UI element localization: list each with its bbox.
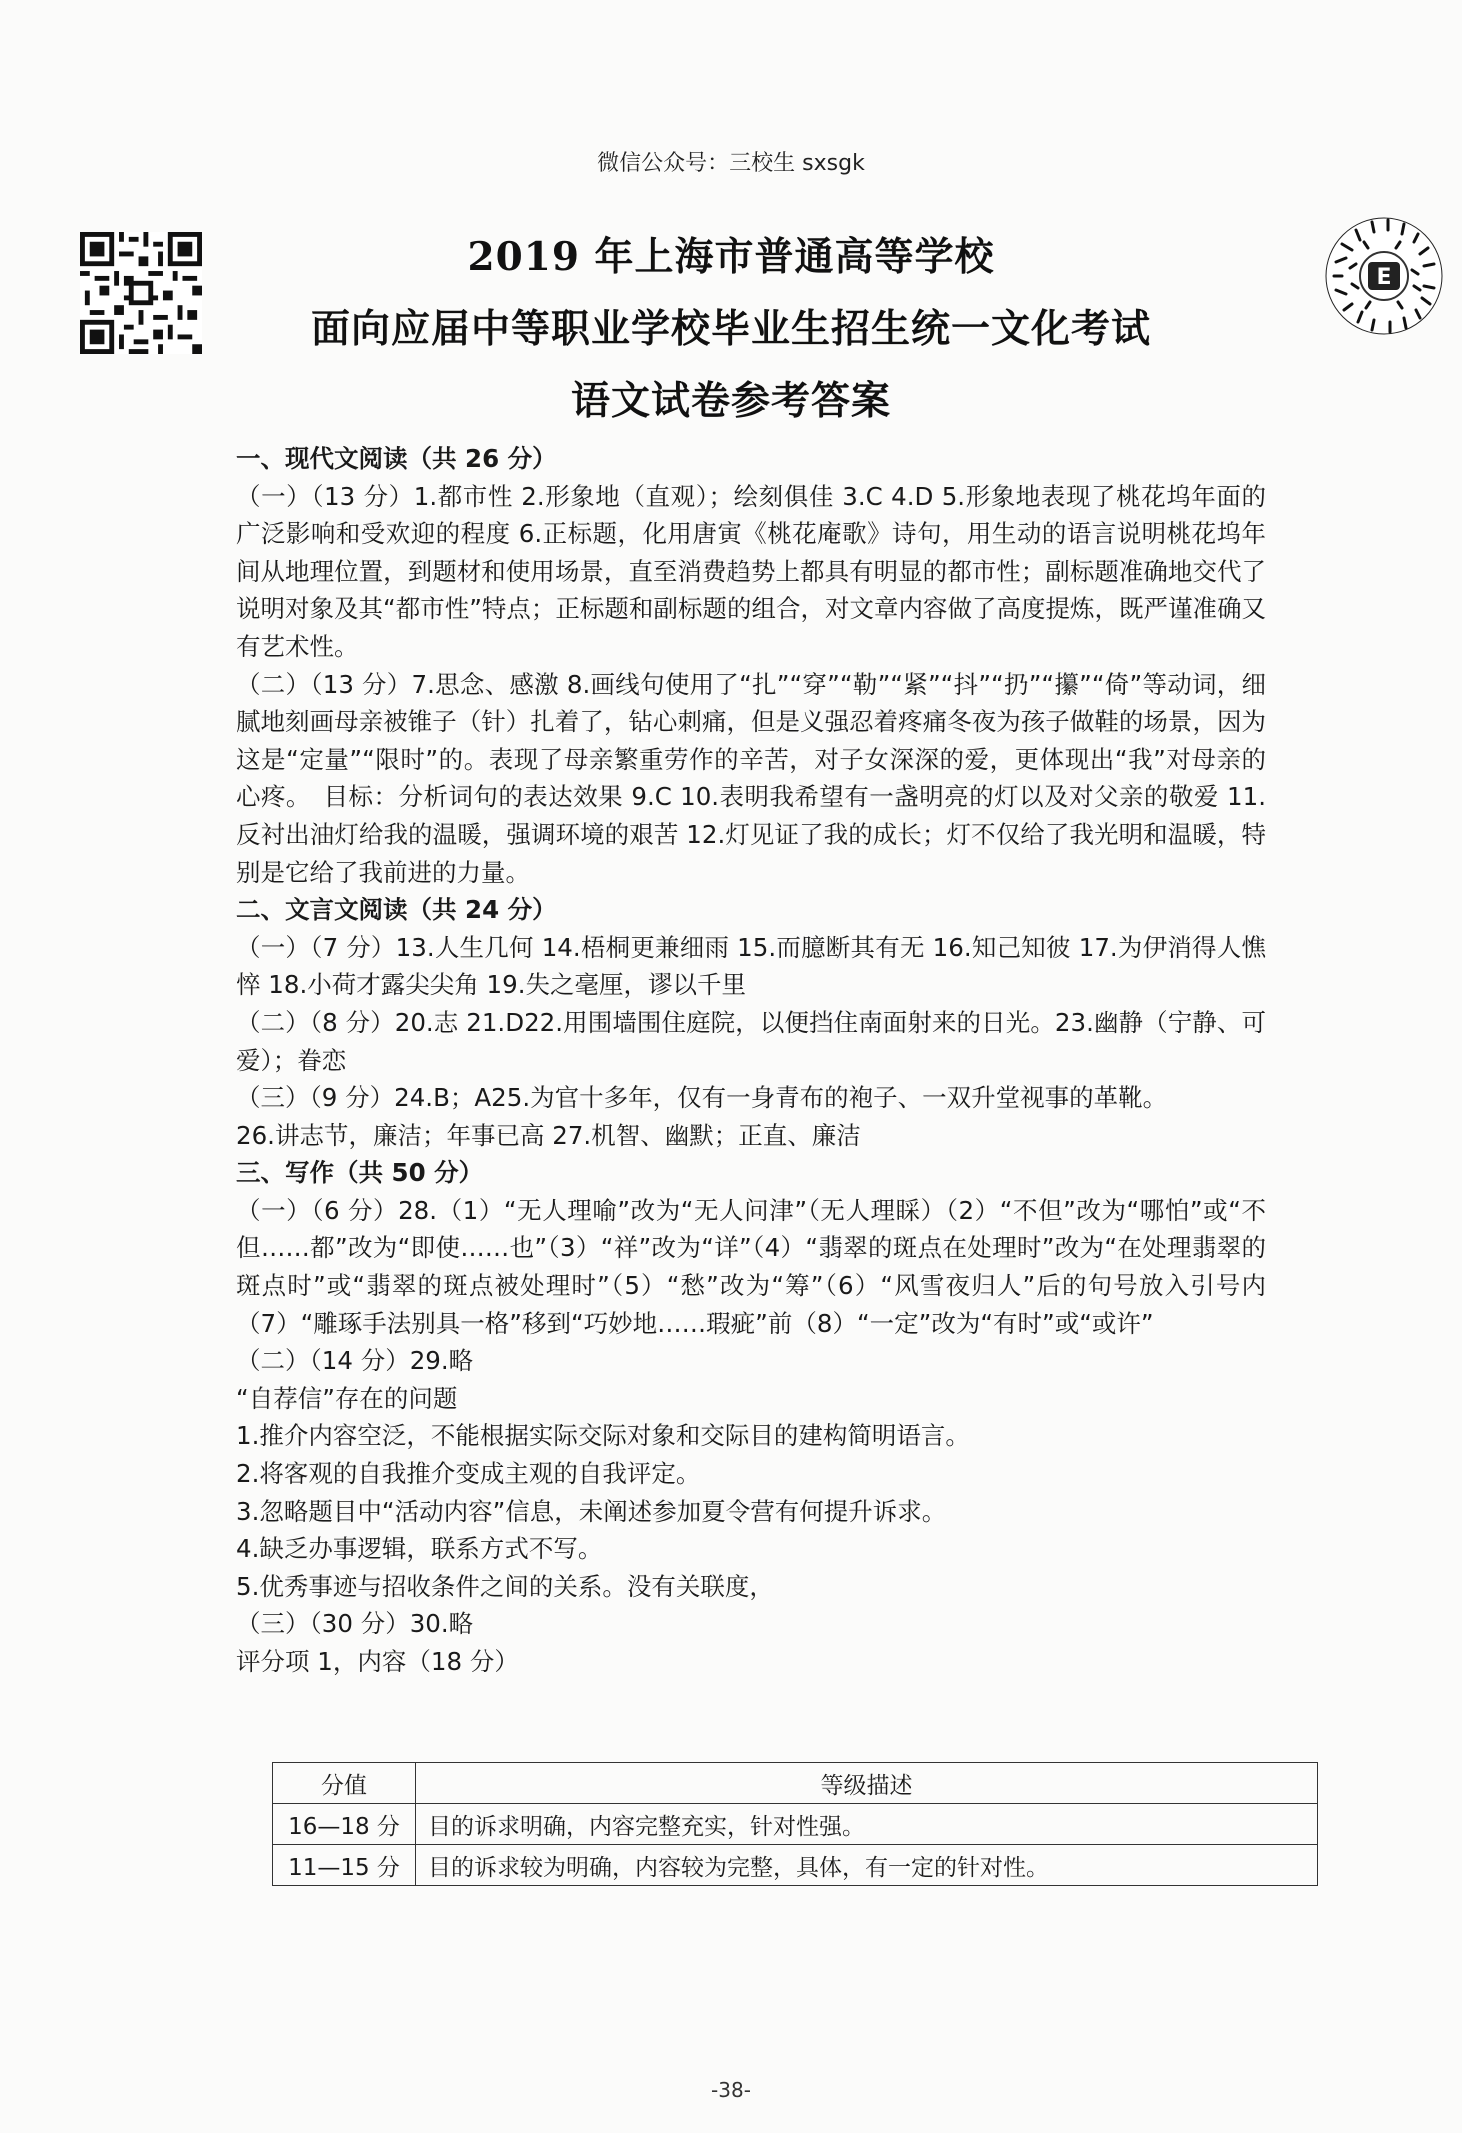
section-heading: 三、写作（共 50 分） xyxy=(236,1158,484,1188)
answer-paragraph: （三）（9 分）24.B；A25.为官十多年，仅有一身青布的袍子、一双升堂视事的革靴。 xyxy=(236,1083,1168,1113)
answer-paragraph: “自荐信”存在的问题 xyxy=(236,1383,458,1413)
list-item: 5.优秀事迹与招收条件之间的关系。没有关联度， xyxy=(236,1571,774,1601)
table-cell: 11—15 分 xyxy=(273,1845,416,1886)
answer-paragraph: （一）（6 分）28.（1）“无人理喻”改为“无人问津”（无人理睬）（2）“不但”改为“哪怕”或“不但……都”改为“即使……也”（3）“祥”改为“详”（4）“翡翠的斑点在处理时”改为“在处理翡翠的斑点时”或“翡翠的斑点被处理时”（5）“愁”改为“筹”（6）“风雪夜归人”后的句号放入引号内（7）“雕琢手法别具一格”移到“巧妙地……瑕疵”前（8）“一定”改为“有时”或“或许” xyxy=(236,1195,1266,1338)
title-line-1: 2019 年上海市普通高等学校 xyxy=(467,234,995,280)
title-line-2: 面向应届中等职业学校毕业生招生统一文化考试 xyxy=(310,306,1151,352)
table-row xyxy=(273,1804,1318,1845)
table-row xyxy=(273,1845,1318,1886)
list-item: 4.缺乏办事逻辑，联系方式不写。 xyxy=(236,1534,603,1564)
table-header: 分值 xyxy=(273,1763,416,1804)
answer-paragraph: （二）（13 分）7.思念、感激 8.画线句使用了“扎”“穿”“勒”“紧”“抖”“扔”“攥”“倚”等动词，细腻地刻画母亲被锥子（针）扎着了，钻心刺痛，但是义强忍着疼痛冬夜为孩子做鞋的场景，因为这是“定量”“限时”的。表现了母亲繁重劳作的辛苦，对子女深深的爱，更体现出“我”对母亲的心疼。 目标：分析词句的表达效果 9.C 10.表明我希望有一盏明亮的灯以及对父亲的敬爱 11.反衬出油灯给我的温暖，强调环境的艰苦 12.灯见证了我的成长；灯不仅给了我光明和温暖，特别是它给了我前进的力量。 xyxy=(236,669,1266,887)
answer-paragraph: （一）（7 分）13.人生几何 14.梧桐更兼细雨 15.而臆断其有无 16.知己知彼 17.为伊消得人憔悴 18.小荷才露尖尖角 19.失之毫厘，谬以千里 xyxy=(236,932,1266,1000)
wechat-header: 微信公众号：三校生 sxsgk xyxy=(597,151,865,176)
answer-paragraph: （一）（13 分）1.都市性 2.形象地（直观）；绘刻俱佳 3.C 4.D 5.形象地表现了桃花坞年面的广泛影响和受欢迎的程度 6.正标题，化用唐寅《桃花庵歌》诗句，用生动的语言说明桃花坞年间从地理位置，到题材和使用场景，直至消费趋势上都具有明显的都市性；副标题准确地交代了说明对象及其“都市性”特点；正标题和副标题的组合，对文章内容做了高度提炼，既严谨准确又有艺术性。 xyxy=(236,481,1266,661)
table-cell: 16—18 分 xyxy=(273,1804,416,1845)
answer-paragraph: 评分项 1，内容（18 分） xyxy=(236,1647,519,1676)
answer-body xyxy=(236,440,1266,1681)
list-item: 3.忽略题目中“活动内容”信息，未阐述参加夏令营有何提升诉求。 xyxy=(236,1496,947,1526)
answer-paragraph: （二）（8 分）20.志 21.D22.用围墙围住庭院，以便挡住南面射来的日光。23.幽静（宁静、可爱）；眷恋 xyxy=(236,1007,1266,1075)
list-item: 1.推介内容空泛，不能根据实际交际对象和交际目的建构简明语言。 xyxy=(236,1421,970,1451)
table-header-row xyxy=(273,1763,1318,1804)
table-cell: 目的诉求较为明确，内容较为完整，具体，有一定的针对性。 xyxy=(416,1845,1318,1886)
grading-table xyxy=(272,1762,1318,1886)
section-heading: 二、文言文阅读（共 24 分） xyxy=(236,895,557,925)
answer-paragraph: 26.讲志节，廉洁；年事已高 27.机智、幽默；正直、廉洁 xyxy=(236,1120,861,1150)
answer-paragraph: （三）（30 分）30.略 xyxy=(236,1609,474,1639)
table-header: 等级描述 xyxy=(416,1763,1318,1804)
table-cell: 目的诉求明确，内容完整充实，针对性强。 xyxy=(416,1804,1318,1845)
page-number: -38- xyxy=(711,2078,751,2102)
mini-program-logo: E xyxy=(1376,265,1392,290)
section-heading: 一、现代文阅读（共 26 分） xyxy=(236,444,557,473)
answer-paragraph: （二）（14 分）29.略 xyxy=(236,1346,474,1376)
title-line-3: 语文试卷参考答案 xyxy=(570,378,891,424)
list-item: 2.将客观的自我推介变成主观的自我评定。 xyxy=(236,1459,701,1489)
